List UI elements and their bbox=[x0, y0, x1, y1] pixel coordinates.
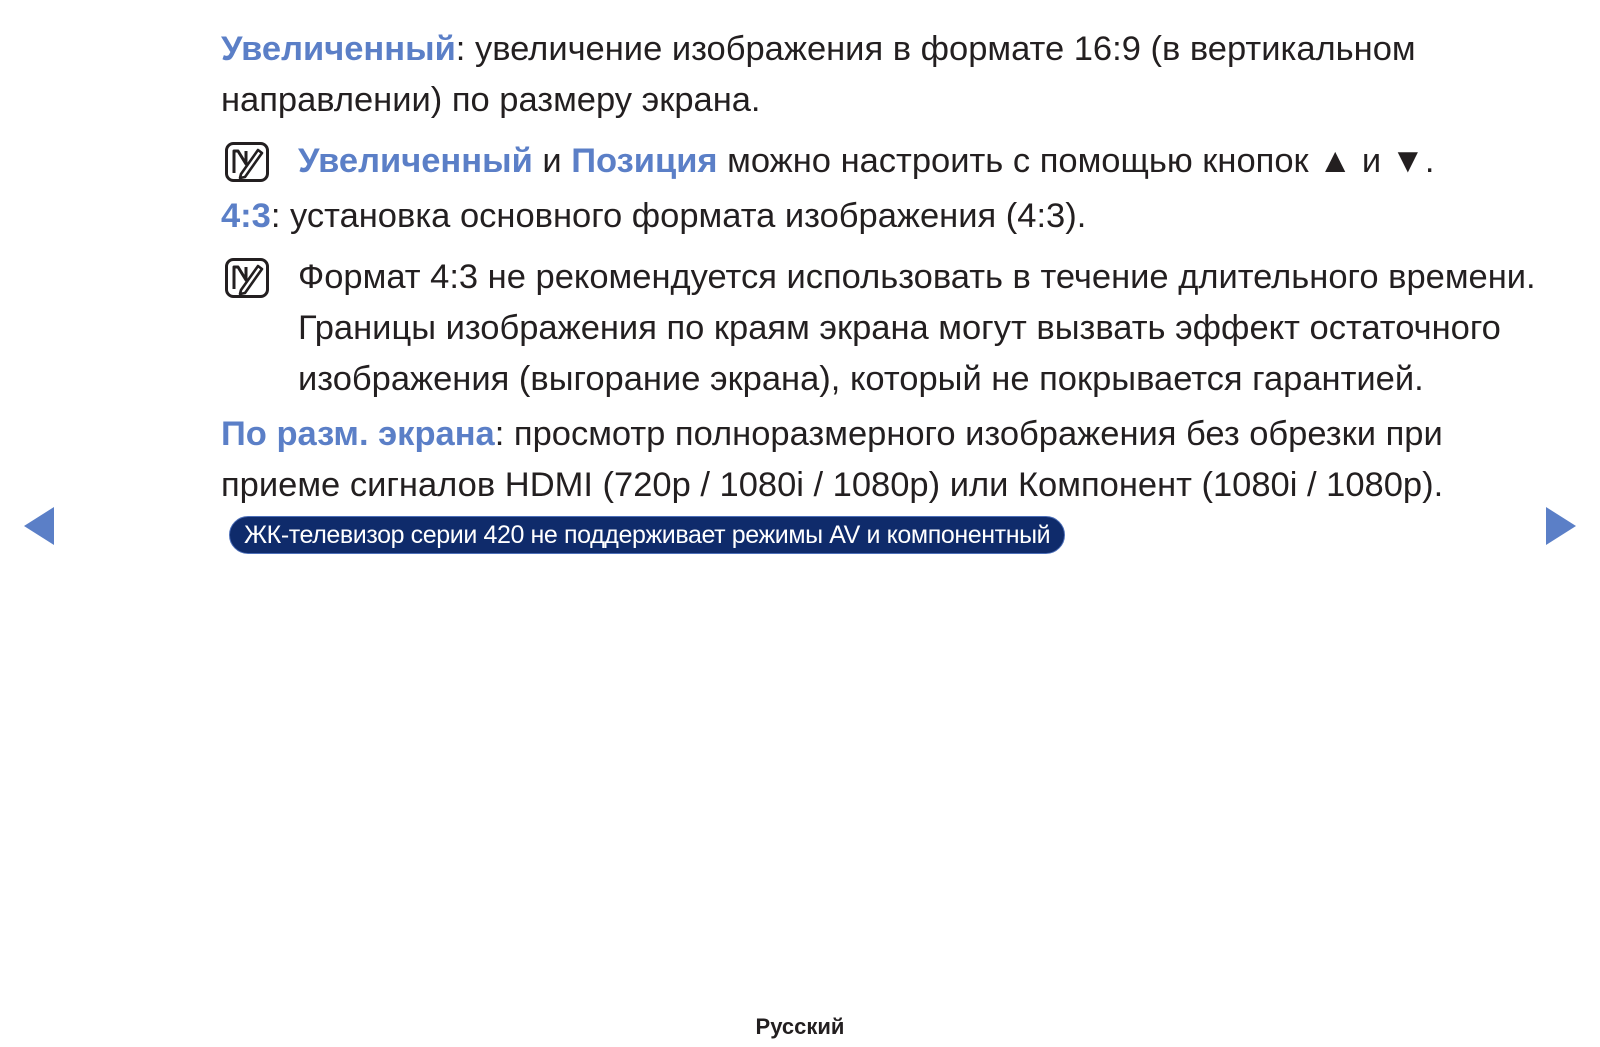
ratio-description bbox=[221, 191, 1541, 242]
ratio-text: : установка основного формата изображения (4:3). bbox=[270, 197, 1087, 235]
footer-language: Русский bbox=[755, 1014, 845, 1039]
manual-content bbox=[221, 24, 1541, 562]
position-term: Позиция bbox=[571, 142, 718, 180]
note-conjunction: и bbox=[532, 142, 572, 180]
zoom-text: : увеличение изображения в формате 16:9 (в вертикальном направлении) по размеру экрана. bbox=[221, 30, 1416, 119]
triangle-right-icon[interactable] bbox=[1546, 507, 1576, 545]
zoom-term: Увеличенный bbox=[221, 30, 456, 68]
note-icon bbox=[225, 142, 269, 182]
note-burn-in bbox=[221, 252, 1541, 405]
burn-in-warning: Формат 4:3 не рекомендуется использовать в течение длительного времени. Границы изображения по краям экрана могут вызвать эффект остаточного изображения (выгорание экрана), который не покрывается гарантией. bbox=[298, 258, 1536, 398]
zoom-description bbox=[221, 24, 1541, 126]
model-badge: ЖК-телевизор серии 420 не поддерживает режимы AV и компонентный bbox=[229, 516, 1065, 554]
zoom-term-link: Увеличенный bbox=[298, 142, 533, 180]
triangle-left-icon[interactable] bbox=[24, 507, 54, 545]
note-icon bbox=[225, 258, 269, 298]
ratio-term: 4:3 bbox=[221, 197, 271, 235]
note-zoom-position bbox=[221, 136, 1541, 187]
fit-term: По разм. экрана bbox=[221, 415, 495, 453]
fit-description bbox=[221, 409, 1541, 562]
fit-text: : просмотр полноразмерного изображения без обрезки при приеме сигналов HDMI (720p / 1080i / 1080p) или Компонент (1080i / 1080p). bbox=[221, 415, 1444, 504]
note-text: можно настроить с помощью кнопок ▲ и ▼. bbox=[717, 142, 1435, 180]
